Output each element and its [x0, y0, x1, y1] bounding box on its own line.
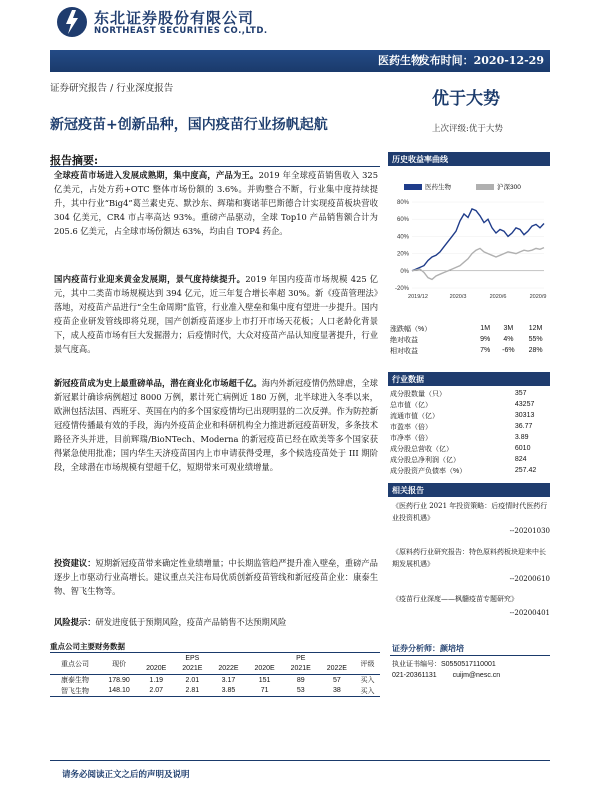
- related-report-link[interactable]: 《原料药行业研究报告：特色原料药板块迎来中长期发展机遇》: [392, 548, 546, 568]
- paragraph-text: 海内外新冠疫情仍然肆虐，全球新冠累计确诊病例超过 8000 万例，累计死亡病例近 180 万例，北半球进入冬季以来，欧洲包括法国、西班牙、英国在内的多个国家疫情均已出现明显的二次反弹。作为防控新冠疫情传播最有效的手段，海内外疫苗企业和科研机构全力推进新冠疫苗研发，多条技术路径齐头并进，目前辉瑞/BioNTech、Moderna 的新冠疫苗已经在欧美等多个国家获得紧急使用批准；国内华生天济疫苗国内上市申请获得受理，多个候选疫苗处于 III 期阶段，全球潜在市场规模有望超千亿，短期带来可观业绩增量。: [54, 378, 378, 472]
- legend-item: [404, 182, 451, 191]
- analyst-phone: 021-20361131: [392, 672, 437, 679]
- sector-tag: 医药生物: [378, 54, 422, 67]
- table-row: [50, 686, 380, 697]
- cell: 成分股数量（只）: [390, 390, 446, 398]
- cell: 买入: [360, 687, 375, 695]
- previous-rating: 上次评级:优于大势: [432, 124, 503, 134]
- x-tick-label: 2019/12: [408, 294, 428, 300]
- table-row: [50, 675, 380, 686]
- summary-paragraph: [54, 376, 378, 474]
- cell: 89: [296, 676, 305, 684]
- paragraph-lead: 全球疫苗市场进入发展成熟期，集中度高，产品为王。: [54, 170, 259, 180]
- cell: -6%: [502, 347, 515, 354]
- y-tick-label: 40%: [396, 234, 409, 241]
- analyst-email[interactable]: cuijm@nesc.cn: [452, 672, 501, 679]
- analyst-license: 执业证书编号：S0550517110001: [392, 661, 496, 668]
- cell: 178.90: [108, 676, 130, 684]
- analyst-name: 颜培培: [440, 643, 464, 653]
- summary-paragraph: [54, 168, 378, 238]
- x-tick-label: 2020/3: [449, 294, 467, 300]
- rating: 优于大势: [432, 89, 500, 109]
- fin-table-title: 重点公司主要财务数据: [50, 642, 125, 651]
- related-report-date: --20200401: [509, 609, 550, 617]
- paragraph-lead: 风险提示：: [54, 617, 96, 627]
- year-cell: 2021E: [174, 664, 210, 675]
- history-chart-heading: 历史收益率曲线: [388, 152, 550, 166]
- market-data-table: [390, 388, 550, 476]
- cell: 9%: [480, 336, 491, 343]
- y-tick-label: 0%: [400, 268, 409, 275]
- table-row: [390, 388, 550, 399]
- col-rating: 评级: [355, 653, 380, 675]
- footer-note: 请务必阅读正文之后的声明及说明: [62, 770, 190, 780]
- history-chart: [388, 196, 550, 304]
- cell: 57: [332, 676, 341, 684]
- col-price: 现价: [100, 653, 138, 675]
- cell: 成分股总净利润（亿）: [390, 456, 460, 464]
- y-tick-label: -20%: [394, 286, 409, 292]
- paragraph-text: 2019 年国内疫苗市场规模 425 亿元，其中二类苗市场规模达到 394 亿元，近三年复合增长率超 30%。新《疫苗管理法》落地，对疫苗产品进行“全生命周期”监管，行业准入壁垒和集中度有望进一步提升。国内疫苗企业研发管线即将兑现，国产创新疫苗逐步上市打开市场天花板；人口老龄化背景下，成人疫苗市场有巨大发掘潜力；后疫情时代，大众对疫苗产品认知度显著提升，行业景气度高。: [54, 274, 378, 354]
- table-row: [390, 410, 550, 421]
- cell: 3.89: [514, 434, 529, 441]
- table-row: [390, 421, 550, 432]
- related-report-link[interactable]: 《医药行业 2021 年投资策略：后疫情时代医药行业投资机遇》: [392, 502, 548, 522]
- brand-name-en: NORTHEAST SECURITIES CO.,LTD.: [94, 26, 268, 36]
- summary-paragraph: [54, 272, 378, 356]
- returns-col: 12M: [528, 325, 543, 332]
- year-cell: 2021E: [283, 664, 319, 675]
- cell: 148.10: [108, 687, 130, 695]
- cell: 3.17: [221, 676, 236, 684]
- cell: 6010: [514, 445, 531, 452]
- col-company: 重点公司: [50, 653, 100, 675]
- legend-swatch: [476, 184, 494, 190]
- related-report-date: --20200610: [509, 575, 550, 583]
- summary-divider: [50, 166, 380, 167]
- paragraph-lead: 新冠疫苗成为史上最重磅单品，潜在商业化市场超千亿。: [54, 378, 262, 388]
- returns-head-label: 涨跌幅（%）: [390, 325, 432, 333]
- cell: 2.81: [185, 687, 200, 695]
- series-line-index: [412, 248, 544, 280]
- related-report-link[interactable]: 《疫苗行业深度——枫髓疫苗专题研究》: [392, 595, 518, 603]
- cell: 1.19: [149, 676, 164, 684]
- analyst-contact: [392, 672, 500, 679]
- year-cell: 2022E: [319, 664, 355, 675]
- paragraph-lead: 国内疫苗行业迎来黄金发展期，景气度持续提升。: [54, 274, 246, 284]
- table-row: [390, 443, 550, 454]
- x-tick-label: 2020/6: [489, 294, 507, 300]
- paragraph-text: 短期新冠疫苗带来确定性业绩增量；中长期监管趋严提升准入壁垒，重磅产品逐步上市驱动行业高增长。建议重点关注布局优质创新疫苗管线和新冠疫苗企业：康泰生物、智飞生物等。: [54, 558, 378, 596]
- paragraph-text: 2019 年全球疫苗销售收入 325 亿美元，占处方药+OTC 整体市场份额的 3.6%。并购整合不断，行业集中度持续提升，其中行业“Big4”葛兰素史克、默沙东、辉瑞和赛诺菲巴斯德合计实现疫苗板块营收 304 亿美元，CR4 市占率高达 93%。重磅产品驱动，全球 Top10 产品销售额合计为 205.6 亿美元，占全球市场份额达 63%，均由自 TOP4 药企。: [54, 170, 378, 236]
- cell: 2.07: [149, 687, 164, 695]
- cell: 71: [260, 687, 269, 695]
- summary-paragraph: [54, 615, 378, 629]
- col-eps: EPS: [185, 654, 200, 662]
- year-cell: 2022E: [210, 664, 246, 675]
- paragraph-lead: 投资建议：: [54, 558, 96, 568]
- analyst-block: [392, 643, 464, 654]
- report-title: 新冠疫苗+创新品种，国内疫苗行业扬帆起航: [50, 117, 328, 133]
- y-tick-label: 20%: [396, 251, 409, 258]
- cell: 7%: [480, 347, 491, 354]
- series-line-sector: [412, 209, 544, 271]
- cell: 3.85: [221, 687, 236, 695]
- legend-item: [476, 182, 521, 191]
- brand-name-cn: 东北证券股份有限公司: [94, 9, 255, 27]
- y-tick-label: 60%: [396, 217, 409, 224]
- publish-date: 发布时间：2020-12-29: [418, 54, 544, 67]
- y-tick-label: 80%: [396, 200, 409, 206]
- cell: 53: [296, 687, 305, 695]
- table-row: [390, 334, 550, 345]
- cell: 总市值（亿）: [390, 401, 432, 409]
- legend-label: 沪深300: [497, 184, 521, 191]
- cell: 康泰生物: [60, 677, 89, 685]
- company-logo-icon: [56, 6, 88, 38]
- cell: 43257: [514, 401, 535, 408]
- x-tick-label: 2020/9: [529, 294, 547, 300]
- legend-label: 医药生物: [425, 184, 451, 191]
- year-cell: 2020E: [138, 664, 174, 675]
- table-row: [390, 454, 550, 465]
- cell: 2.01: [185, 676, 200, 684]
- breadcrumb: 证券研究报告 / 行业深度报告: [50, 83, 174, 94]
- year-cell: 2020E: [247, 664, 283, 675]
- summary-paragraph: [54, 556, 378, 598]
- paragraph-text: 研发进度低于预期风险，疫苗产品销售不达预期风险: [95, 617, 287, 627]
- col-pe: PE: [296, 654, 306, 662]
- cell: 38: [332, 687, 341, 695]
- cell: 257.42: [514, 467, 537, 474]
- legend-swatch: [404, 184, 422, 190]
- table-row: [390, 465, 550, 476]
- cell: 绝对收益: [390, 336, 418, 344]
- cell: 买入: [360, 677, 375, 685]
- cell: 成分股总营收（亿）: [390, 445, 453, 453]
- summary-heading: 报告摘要:: [50, 154, 99, 167]
- related-reports-heading: 相关报告: [388, 483, 550, 497]
- returns-col: 1M: [480, 325, 491, 332]
- footer-divider: [50, 760, 550, 761]
- table-row: [390, 345, 550, 356]
- cell: 4%: [503, 336, 514, 343]
- cell: 28%: [528, 347, 543, 354]
- analyst-divider: [390, 655, 550, 656]
- cell: 55%: [528, 336, 543, 343]
- cell: 流通市值（亿）: [390, 412, 439, 420]
- cell: 智飞生物: [60, 687, 89, 695]
- returns-table: [390, 323, 550, 356]
- table-row: [390, 399, 550, 410]
- related-report-date: --20201030: [509, 527, 550, 535]
- fin-table: [50, 652, 380, 697]
- cell: 相对收益: [390, 347, 418, 355]
- cell: 市净率（倍）: [390, 434, 432, 442]
- cell: 成分股资产负债率（%）: [390, 467, 467, 475]
- market-data-heading: 行业数据: [388, 372, 550, 386]
- table-row: [390, 432, 550, 443]
- analyst-title: 证券分析师：: [392, 643, 440, 653]
- header-bar: [50, 50, 550, 72]
- cell: 市盈率（倍）: [390, 423, 432, 431]
- cell: 151: [258, 676, 271, 684]
- cell: 30313: [514, 412, 535, 419]
- cell: 824: [514, 456, 527, 463]
- returns-col: 3M: [503, 325, 514, 332]
- cell: 357: [514, 390, 527, 397]
- cell: 36.77: [514, 423, 533, 430]
